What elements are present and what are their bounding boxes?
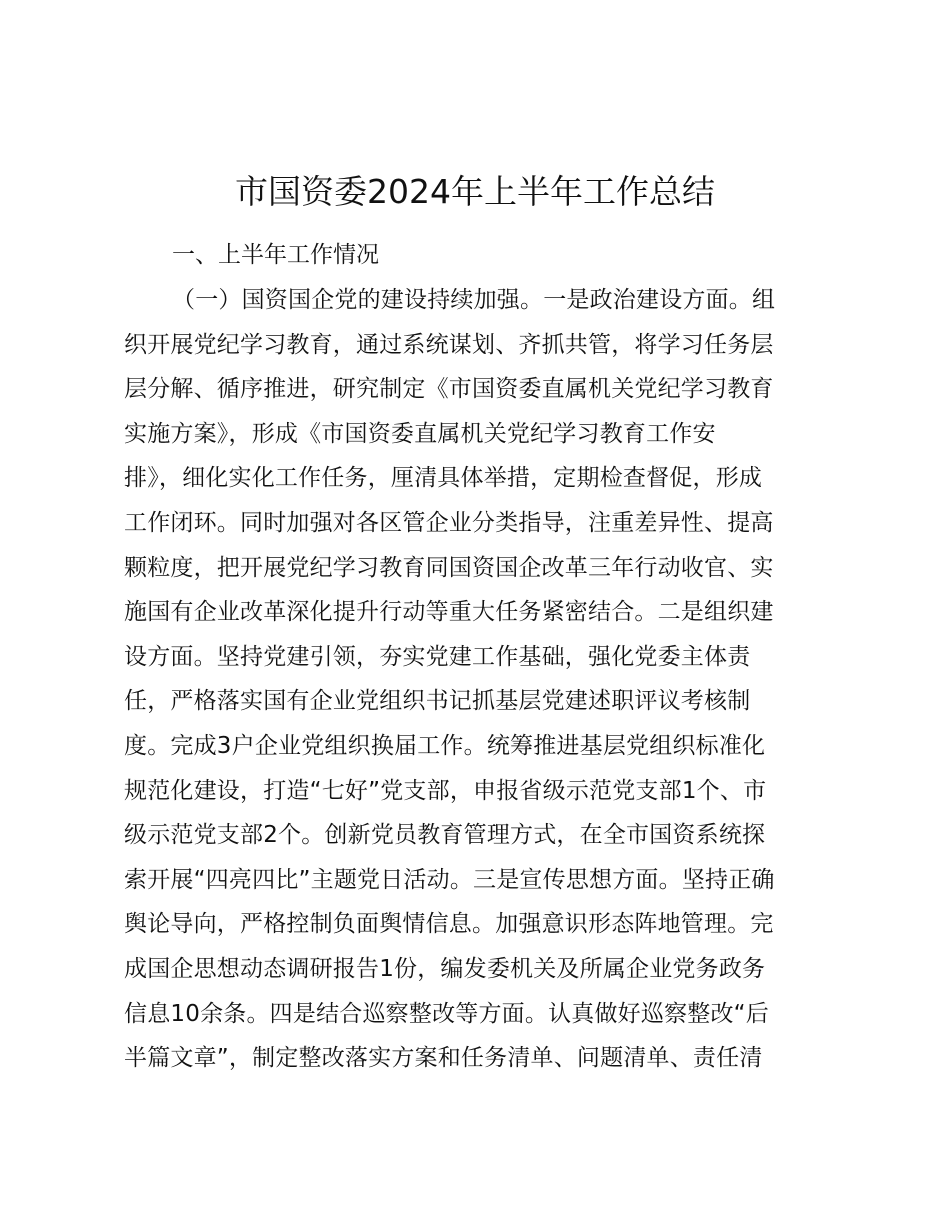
- body-line: 工作闭环。同时加强对各区管企业分类指导，注重差异性、提高: [124, 509, 774, 536]
- body-line: 实施方案》，形成《市国资委直属机关党纪学习教育工作安: [124, 420, 716, 447]
- body-line: 索开展“四亮四比”主题党日活动。三是宣传思想方面。坚持正确: [124, 866, 775, 893]
- body-line: 级示范党支部2个。创新党员教育管理方式，在全市国资系统探: [124, 822, 766, 849]
- body-line: 度。完成3户企业党组织换届工作。统筹推进基层党组织标准化: [124, 732, 766, 759]
- body-line: 施国有企业改革深化提升行动等重大任务紧密结合。二是组织建: [124, 599, 774, 626]
- body-line: （一）国资国企党的建设持续加强。一是政治建设方面。组: [172, 287, 776, 313]
- body-line: 规范化建设，打造“七好”党支部，申报省级示范党支部1个、市: [124, 777, 767, 804]
- section-heading: 一、上半年工作情况: [172, 242, 379, 268]
- body-line: 半篇文章”，制定整改落实方案和任务清单、问题清单、责任清: [124, 1045, 763, 1072]
- body-line: 舆论导向，严格控制负面舆情信息。加强意识形态阵地管理。完: [124, 911, 774, 938]
- body-line: 设方面。坚持党建引领，夯实党建工作基础，强化党委主体责: [124, 643, 751, 670]
- document-title: 市国资委2024年上半年工作总结: [235, 172, 715, 211]
- body-line: 排》，细化实化工作任务，厘清具体举措，定期检查督促，形成: [124, 465, 763, 492]
- body-line: 层分解、循序推进，研究制定《市国资委直属机关党纪学习教育: [124, 376, 774, 403]
- body-line: 信息10余条。四是结合巡察整改等方面。认真做好巡察整改“后: [124, 1000, 769, 1027]
- body-line: 成国企思想动态调研报告1份，编发委机关及所属企业党务政务: [124, 955, 766, 982]
- body-line: 织开展党纪学习教育，通过系统谋划、齐抓共管，将学习任务层: [124, 331, 774, 358]
- body-line: 任，严格落实国有企业党组织书记抓基层党建述职评议考核制: [124, 688, 751, 715]
- body-line: 颗粒度，把开展党纪学习教育同国资国企改革三年行动收官、实: [124, 554, 774, 581]
- body-paragraph: [124, 283, 834, 1086]
